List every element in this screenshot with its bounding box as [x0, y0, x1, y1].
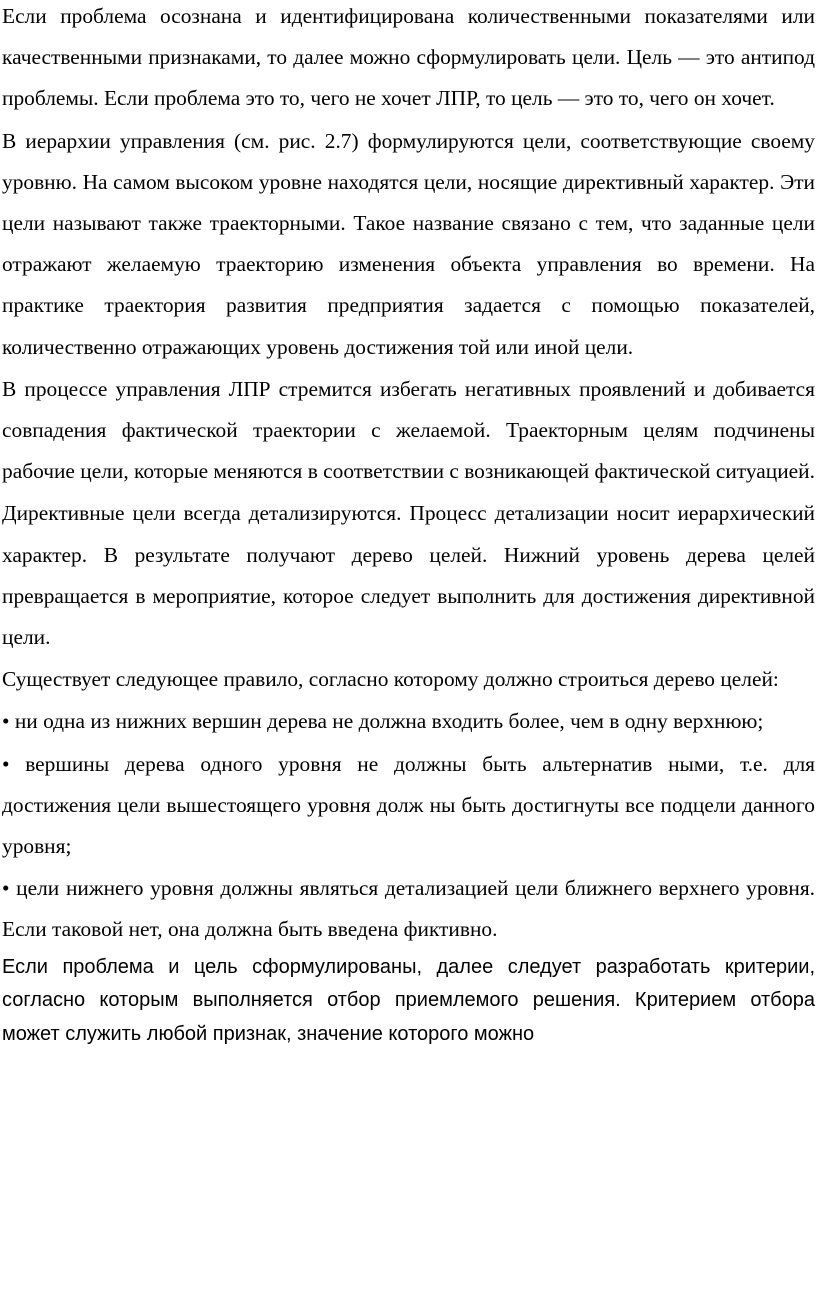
paragraph-management-process: В процессе управления ЛПР стремится избегать негативных проявлений и добивается совпадения фактической траектории с желаемой. Траекторным целям подчинены рабочие цели, которые меняются в соответствии с возникающей фактической ситуацией.	[2, 376, 815, 484]
paragraph-criteria: Если проблема и цель сформулированы, далее следует разработать критерии, согласно которым выполняется отбор приемлемого решения. Критерием отбора может служить любой признак, значение которого можно	[2, 955, 815, 1045]
list-item-rule-1: • ни одна из нижних вершин дерева не должна входить более, чем в одну верхнюю;	[2, 709, 764, 734]
paragraph-management-hierarchy: В иерархии управления (см. рис. 2.7) формулируются цели, соответствующие своему уровню. На самом высоком уровне находятся цели, носящие директивный характер. Эти цели называют также траекторными. Такое название связано с тем, что заданные цели отражают желаемую траекторию изменения объекта управления во времени. На практике траектория развития предприятия задается с помощью показателей, количественно отражающих уровень достижения той или иной цели.	[2, 128, 815, 359]
paragraph-tree-rule: Существует следующее правило, согласно которому должно строиться дерево целей:	[2, 667, 779, 692]
paragraph-goals-definition: Если проблема осознана и идентифицирована количественными показателями или качественными признаками, то далее можно сформулировать цели. Цель — это антипод проблемы. Если проблема это то, чего не хочет ЛПР, то цель — это то, чего он хочет.	[2, 4, 815, 111]
paragraph-directive-goals: Директивные цели всегда детализируются. Процесс детализации носит иерархический характер. В результате получают дерево целей. Нижний уровень дерева целей превращается в мероприятие, которое следует выполнить для достижения директивной цели.	[2, 501, 815, 650]
list-item-rule-3: • цели нижнего уровня должны являться детализацией цели ближнего верхнего уровня. Если таковой нет, она должна быть введена фиктивно.	[2, 876, 815, 942]
list-item-rule-2: • вершины дерева одного уровня не должны быть альтернатив ными, т.е. для достижения цели вышестоящего уровня долж ны быть достигнуты все подцели данного уровня;	[2, 751, 815, 859]
